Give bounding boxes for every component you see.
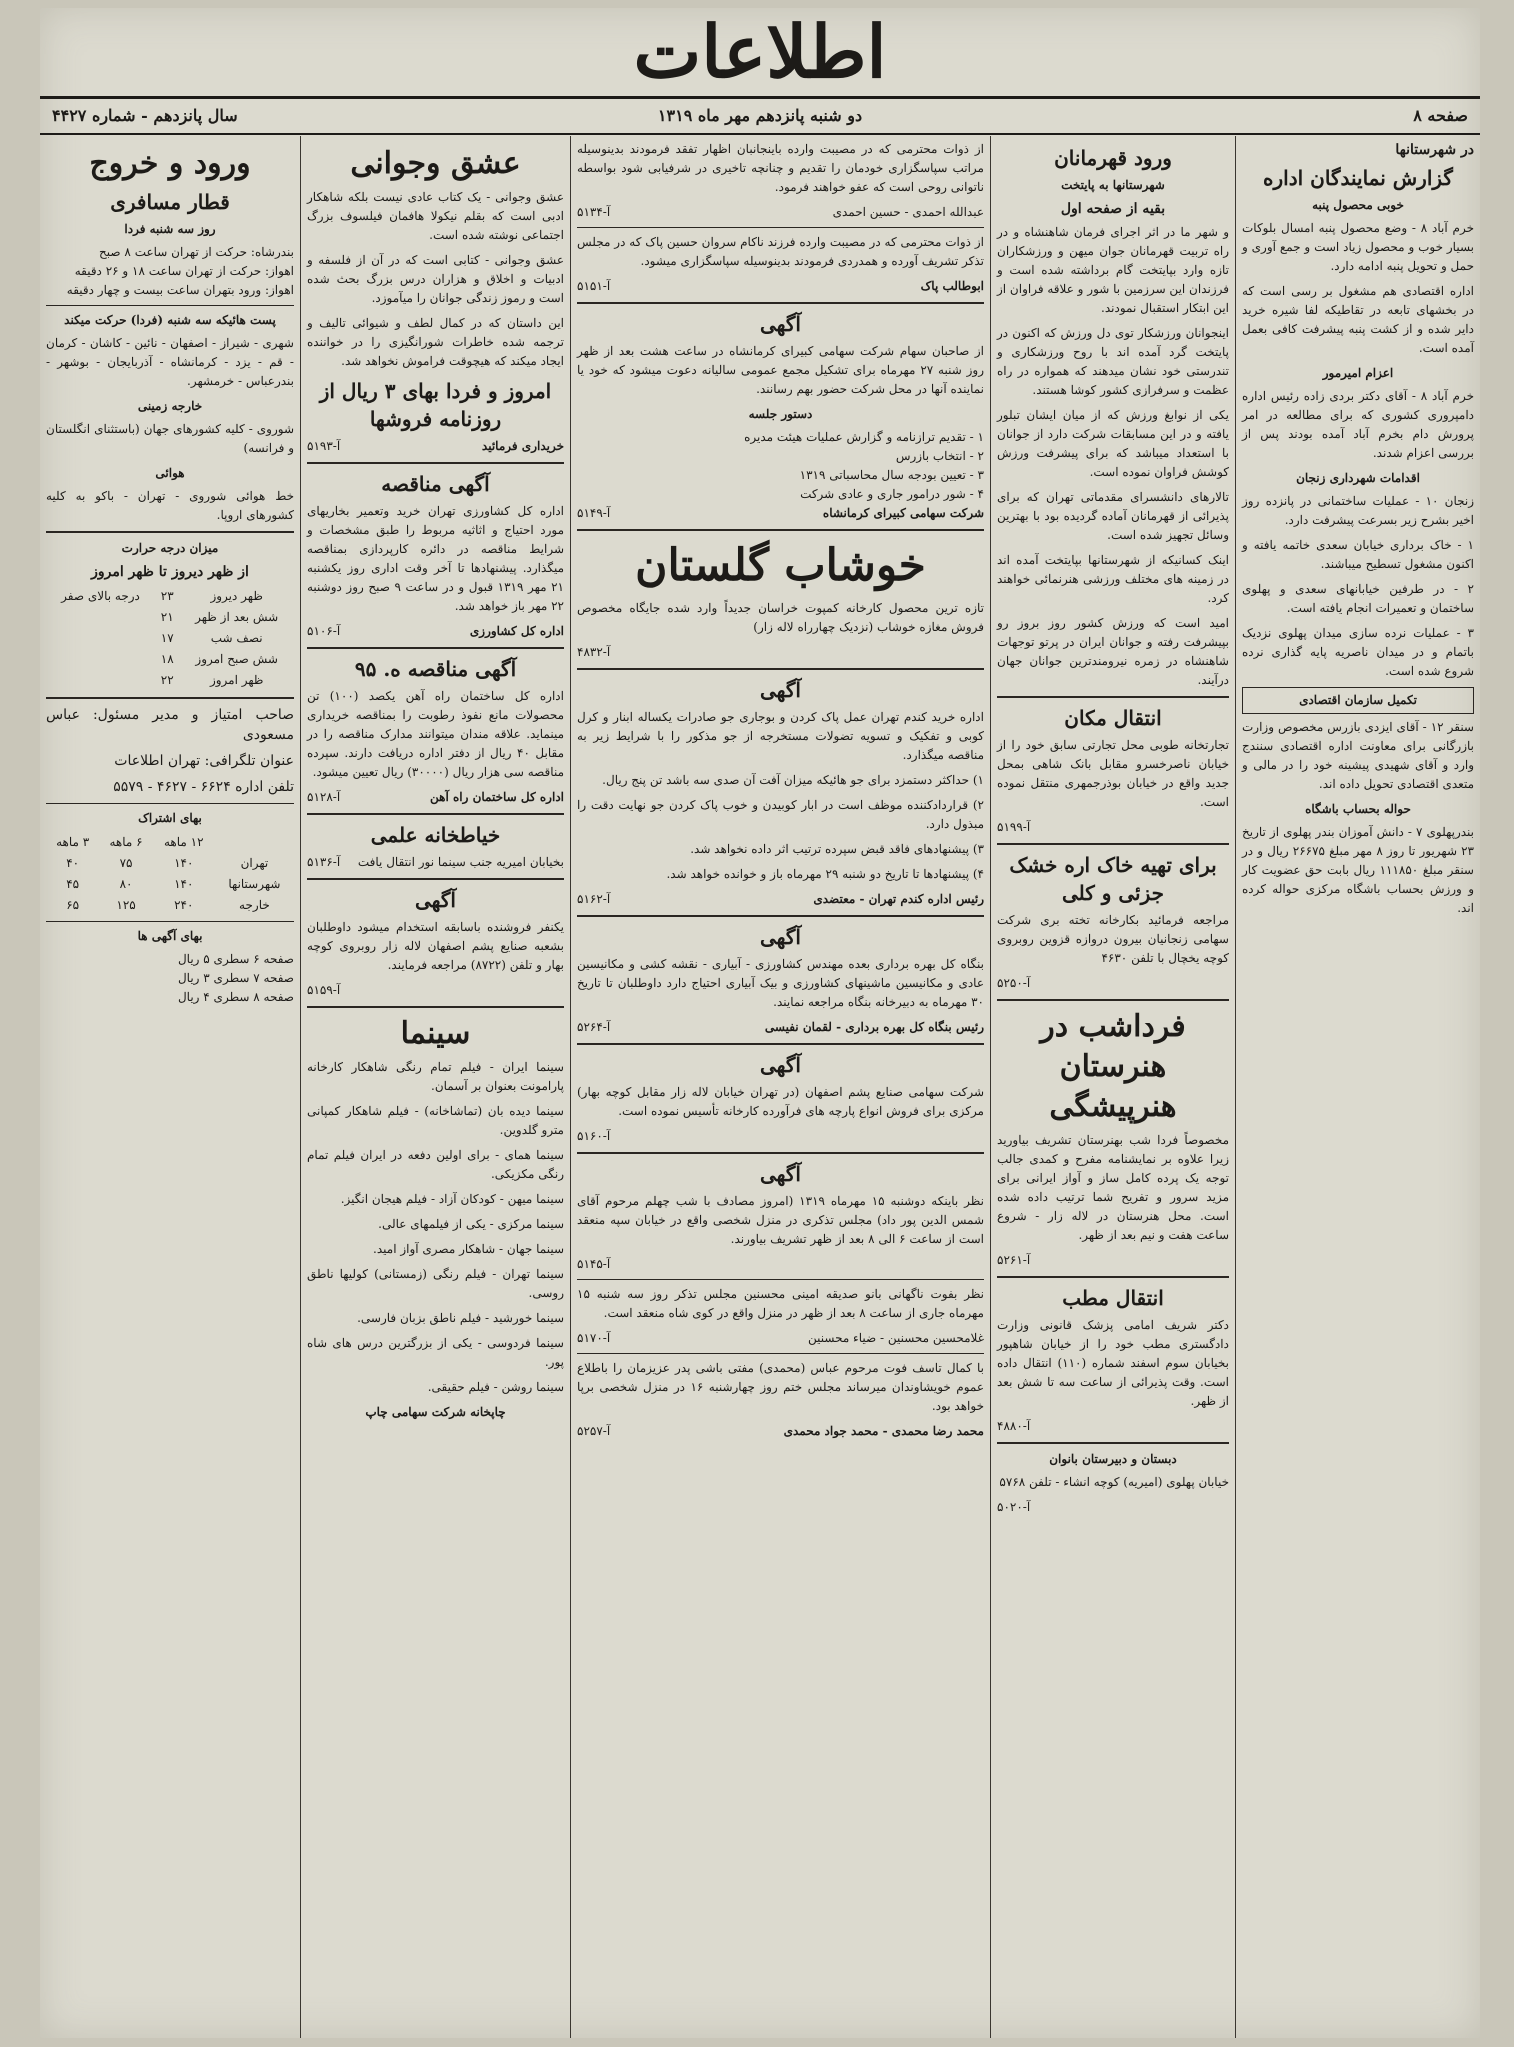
table-row: خارجه ۲۴۰ ۱۲۵ ۶۵: [66, 898, 270, 912]
ad-reference: آ-۵۱۶۲: [577, 892, 611, 906]
subheading: خوبی محصول پنبه: [1312, 198, 1404, 212]
table-row: ظهر امروز ۲۲: [160, 673, 264, 687]
headline: ورود و خروج: [89, 146, 251, 181]
paragraph: عشق وجوانی - کتابی است که در آن از فلسفه و ادبیات و اخلاق و هزاران درس بزرگ بحث شده است و رموز زندگی جوانان را میآموزد.: [307, 253, 564, 305]
table-row: شهرستانها ۱۴۰ ۸۰ ۴۵: [66, 877, 281, 891]
ad-reference: آ-۵۱۰۶: [307, 624, 341, 638]
signature: اداره کل کشاورزی: [469, 624, 564, 638]
ad-item: ۲) قراردادکننده موظف است در ابار کوبیدن و خوب پاک کردن جو نهایت دقت را مبذول دارد.: [577, 798, 984, 831]
ad-reference: آ-۵۲۶۱: [997, 1253, 1031, 1267]
ad-price: صفحه ۸ سطری ۴ ریال: [177, 990, 294, 1004]
signature: شرکت سهامی کبیرای کرمانشاه: [822, 506, 984, 520]
subheading: اعزام امیرمور: [1322, 366, 1394, 380]
ad-body: یکنفر فروشنده باسابقه استخدام میشود داوطلبان بشعبه صنایع پشم اصفهان لاله زار روبروی کوچه بهار و تلفن (۸۷۲۲) مراجعه فرمایند.: [307, 920, 564, 972]
ad-reference: آ-۵۱۴۹: [577, 506, 611, 520]
ad-reference: آ-۵۲۵۷: [577, 1424, 611, 1438]
ad-heading: فرداشب در هنرستان هنرپیشگی: [1040, 1009, 1186, 1124]
temperature-table: [46, 586, 294, 691]
train-line: اهواز: حرکت از تهران ساعت ۱۸ و ۲۶ دقیقه: [74, 264, 294, 278]
cinema-item: سینما میهن - کودکان آزاد - فیلم هیجان انگیز.: [340, 1192, 564, 1206]
subheading: شهرستانها به پایتخت: [1061, 178, 1165, 192]
column-travel: [40, 136, 300, 2038]
column-ads: [300, 136, 570, 2038]
ad-reference: آ-۵۱۳۴: [577, 205, 611, 219]
ad-heading: خیاطخانه علمی: [370, 823, 501, 847]
ad-reference: آ-۵۲۶۴: [577, 1020, 611, 1034]
paragraph: ۱ - خاک برداری خیابان سعدی خاتمه یافته و اکنون مشغول تسطیح میباشند.: [1242, 538, 1474, 571]
paragraph: ۲ - در طرفین خیابانهای سعدی و پهلوی ساختمان و تعمیرات انجام یافته است.: [1242, 582, 1474, 615]
ad-price: صفحه ۷ سطری ۳ ریال: [177, 971, 294, 985]
ad-body: تازه ترین محصول کارخانه کمپوت خراسان جدیداً وارد شده جایگاه مخصوص فروش مغازه خوشاب (نزدیک چهارراه لاله زار): [577, 601, 984, 634]
paragraph: خرم آباد ۸ - آقای دکتر بردی زاده رئیس اداره دامپروری کشوری که برای مطالعه در امر پرورش دام بخرم آباد آمده بودند پس از بررسی اعزام شدند.: [1242, 389, 1475, 460]
agenda-item: ۱ - تقدیم ترازنامه و گزارش عملیات هیئت مدیره: [744, 430, 984, 444]
table-row: تهران ۱۴۰ ۷۵ ۴۰: [66, 856, 269, 870]
ad-body: بخیابان امیریه جنب سینما نور انتقال یافت: [357, 855, 564, 869]
subscription-table: [46, 832, 294, 916]
table-row: شش صبح امروز ۱۸: [160, 652, 278, 666]
subheading: حواله بحساب باشگاه: [1305, 802, 1411, 816]
ad-heading: آگهی مناقصه: [381, 472, 490, 496]
paragraph: اینجوانان ورزشکار توی دل ورزش که اکنون در پایتخت گرد آمده اند با روح ورزشکاری و تندرستی خود نشان میدهند که همواره در راه عظمت و سرفرازی کشور کوشا هستند.: [997, 326, 1229, 397]
paragraph: بندرپهلوی ۷ - دانش آموزان بندر پهلوی از تاریخ ۲۳ شهریور تا روز ۸ مهر مبلغ ۲۶۶۷۵ ریال و در سنقر مبلغ ۱۱۱۸۵۰ ریال بابت حق عضویت کار و ورزش بحساب باشگاه مرکزی حواله کرده اند.: [1242, 825, 1474, 915]
table-row: شش بعد از ظهر ۲۱: [160, 610, 279, 624]
paragraph: خرم آباد ۸ - وضع محصول پنبه امسال بلوکات بسیار خوب و محصول زیاد است و جمع آوری و حمل و تحویل پنبه ادامه دارد.: [1242, 221, 1474, 273]
ad-reference: آ-۵۱۴۵: [577, 1257, 611, 1271]
signature: عبدالله احمدی - حسین احمدی: [832, 205, 984, 219]
dateline: [40, 96, 1480, 135]
ad-reference: آ-۵۱۹۳: [307, 439, 341, 453]
brand-headline: خوشاب گلستان: [635, 540, 926, 591]
ad-reference: آ-۵۱۲۸: [307, 790, 341, 804]
subheading: از ظهر دیروز تا ظهر امروز: [91, 564, 249, 580]
paragraph: ۳ - عملیات نرده سازی میدان پهلوی نزدیک باتمام و در میدان ناصریه پایه گذاری نرده شروع شده است.: [1242, 626, 1474, 678]
cinema-item: سینما روشن - فیلم حقیقی.: [427, 1380, 564, 1394]
ad-heading: آگهی: [760, 1053, 801, 1077]
column-provinces: [1235, 136, 1480, 2038]
ad-reference: آ-۵۱۵۱: [577, 279, 611, 293]
subheading: پست هائیکه سه شنبه (فردا) حرکت میکند: [64, 313, 276, 327]
column-champions: [990, 136, 1235, 2038]
paragraph: یکی از نوابغ ورزش که از میان ایشان تبلور یافته و در این مسابقات شرکت دارد از جوانان با استعداد میباشد که برای پیشرفت ورزش کوشش فراوان نموده است.: [997, 408, 1229, 479]
signature: ابوطالب پاک: [920, 279, 984, 293]
ad-heading: دبستان و دبیرستان بانوان: [1049, 1452, 1177, 1466]
ad-reference: آ-۵۲۵۰: [997, 976, 1031, 990]
column-notices: [570, 136, 990, 2038]
ad-body: از صاحبان سهام شرکت سهامی کبیرای کرمانشاه در ساعت هشت بعد از ظهر روز شنبه ۲۷ مهرماه برای تشکیل مجمع عمومی سالیانه دعوت میشود که خود یا نماینده آنها در محل شرکت حضور بهم رسانند.: [577, 344, 984, 396]
agenda-item: ۴ - شور درامور جاری و عادی شرکت: [800, 487, 984, 501]
paragraph: اینک کسانیکه از شهرستانها بپایتخت آمده اند در زمینه های مختلف ورزشی هنرنمائی خواهند کرد.: [997, 553, 1229, 605]
train-line: اهواز: ورود بتهران ساعت بیست و چهار دقیقه: [66, 283, 294, 297]
ad-heading: آگهی: [760, 678, 801, 702]
ad-heading: آگهی: [760, 312, 801, 336]
paragraph: زنجان ۱۰ - عملیات ساختمانی در پانزده روز اخیر بشرح زیر بسرعت پیشرفت دارد.: [1242, 494, 1474, 527]
subheading: تکمیل سازمان اقتصادی: [1242, 687, 1474, 714]
paragraph: سنقر ۱۲ - آقای ایزدی بازرس مخصوص وزارت بازرگانی برای معاونت اداره اقتصادی سنندج وارد و آقای شهیدی پیشینه خود را در مالی و متعدی اقتصادی تحویل داده اند.: [1242, 720, 1474, 791]
promo-sub: خریداری فرمائید: [481, 439, 564, 453]
table-row: ۱۲ ماهه ۶ ماهه ۳ ماهه: [56, 835, 204, 849]
subheading: خارجه زمینی: [137, 399, 203, 413]
subheading: بهای آگهی ها: [137, 929, 203, 943]
agenda-heading: دستور جلسه: [748, 407, 813, 421]
signature: غلامحسین محسنین - ضیاء محسنین: [807, 1331, 984, 1345]
ad-body: مراجعه فرمائید بکارخانه تخته بری شرکت سهامی زنجانیان بیرون دروازه قزوین روبروی کوچه یخچال با تلفن ۴۶۳۰: [997, 913, 1229, 965]
ad-reference: آ-۵۰۲۰: [997, 1500, 1031, 1514]
ad-body: شرکت سهامی صنایع پشم اصفهان (در تهران خیابان لاله زار مقابل کوچه بهار) مرکزی برای فروش انواع پارچه های فرآورده کارخانه تأسیس نموده است.: [577, 1085, 984, 1118]
headline: گزارش نمایندگان اداره: [1263, 166, 1453, 190]
headline: عشق وجوانی: [350, 146, 521, 181]
subheading: میزان درجه حرارت: [121, 541, 219, 555]
cinema-item: سینما دیده بان (تماشاخانه) - فیلم شاهکار کمپانی مترو گلدوین.: [307, 1104, 564, 1137]
ad-item: ۱) حداکثر دستمزد برای جو هائیکه میزان آفت آن صدی سه باشد تن پنج ریال.: [602, 773, 984, 787]
subheading: اقدامات شهرداری زنجان: [1296, 471, 1420, 485]
ad-body: نظر بفوت ناگهانی بانو صدیقه امینی محسنین مجلس تذکر روز سه شنبه ۱۵ مهرماه جاری از ساعت ۸ بعد از ظهر در منزل واقع در کوی شاه منعقد است.: [577, 1287, 984, 1320]
columns: [40, 136, 1480, 2038]
paragraph: و شهر ما در اثر اجرای فرمان شاهنشاه و در راه تربیت قهرمانان جوان میهن و ورزشکاران تازه وارد بپایتخت گام برداشته شده است و فرزندان این سرزمین با شور و علاقه فراوان از این ابتکار استقبال نمودند.: [996, 225, 1229, 315]
paragraph: عشق وجوانی - یک کتاب عادی نیست بلکه شاهکار ادبی است که بقلم نیکولا هافمان فیلسوف بزرگ اجتماعی نوشته شده است.: [307, 190, 564, 242]
printer-credit: چاپخانه شرکت سهامی چاپ: [365, 1405, 506, 1419]
notice-body: تجارتخانه طوبی محل تجارتی سابق خود را از خیابان ناصرخسرو مقابل بانک شاهی بمحل جدید واقع در خیابان بوذرجمهری منتقل نموده است.: [997, 738, 1229, 809]
issue-number: سال پانزدهم - شماره ۴۴۲۷: [52, 106, 238, 125]
promo-headline: امروز و فردا بهای ۳ ریال از روزنامه فروشها: [319, 379, 552, 431]
notice-heading: انتقال مکان: [1064, 706, 1162, 730]
subheading: قطار مسافری: [110, 190, 230, 214]
signature: رئیس اداره کندم تهران - معتضدی: [813, 892, 984, 906]
paragraph: خط هوائی شوروی - تهران - باکو به کلیه کشورهای اروپا.: [46, 489, 294, 522]
paragraph: از ذوات محترمی که در مصیبت وارده فرزند ناکام سروان حسین پاک که در مجلس تذکر تشریف آورده و همدردی فرمودند بدینوسیله سپاسگزاری میشود.: [577, 235, 984, 268]
ad-reference: آ-۵۱۳۶: [307, 855, 341, 869]
newspaper-page: [40, 8, 1480, 2038]
ad-heading: آگهی: [760, 1162, 801, 1186]
ad-reference: آ-۴۸۳۲: [577, 645, 611, 659]
paragraph: شهری - شیراز - اصفهان - نائین - کاشان - کرمان - قم - یزد - کرمانشاه - آذربایجان - بوشهر - بندرعباس - خرمشهر.: [46, 336, 294, 388]
ad-body: دکتر شریف امامی پزشک قانونی وزارت دادگستری مطب خود را از خیابان شاهپور بخیابان سوم اسفند شماره (۱۱۰) انتقال داده است. وقت پذیرائی از ساعت سه تا شش بعد از ظهر.: [997, 1318, 1229, 1408]
paragraph: این داستان که در کمال لطف و شیوائی تالیف و ترجمه شده خاطرات شورانگیزی را در خواننده ایجاد میکند که هیچوقت فراموش نخواهد شد.: [307, 316, 564, 368]
paragraph: از ذوات محترمی که در مصیبت وارده باینجانبان اظهار تفقد فرمودند بدینوسیله مراتب سپاسگزاری خودمان را تقدیم و چنانچه تاخیری در شرفیابی شود بواسطه ناتوانی روحی است که عفو خواهند فرمود.: [577, 142, 984, 194]
table-row: ظهر دیروز ۲۳ درجه بالای صفر: [61, 589, 263, 603]
cinema-item: سینما همای - برای اولین دفعه در ایران فیلم تمام رنگی مکزیکی.: [307, 1148, 564, 1181]
paragraph: تالارهای دانشسرای مقدماتی تهران که برای پذیرائی از قهرمانان آماده گردیده بود با بهترین وسائل تجهیز شده است.: [997, 490, 1229, 542]
paragraph: اداره اقتصادی هم مشغول بر رسی است که در بخشهای تابعه در تقاطیکه لفا شیره خرید داير شده و از کشت پنبه پیشرفت کافی بعمل آمده است.: [1242, 284, 1474, 355]
paragraph: شوروی - کلیه کشورهای جهان (باستثنای انگلستان و فرانسه): [46, 422, 294, 455]
ad-price: صفحه ۶ سطری ۵ ریال: [177, 952, 294, 966]
cinema-item: سینما مرکزی - یکی از فیلمهای عالی.: [378, 1217, 564, 1231]
ad-reference: آ-۵۱۹۹: [997, 820, 1031, 834]
agenda-item: ۲ - انتخاب بازرس: [895, 449, 984, 463]
ad-heading: انتقال مطب: [1062, 1286, 1164, 1310]
ad-body: بنگاه کل بهره برداری بعده مهندس کشاورزی - آبیاری - نقشه کشی و مکانیسین عادی و مکانیسین ماشینهای کشاورزی و بیک آبیاری احتیاج دارد داوطلبان تا تاریخ ۳۰ مهرماه به دبیرخانه بنگاه مراجعه نمایند.: [577, 957, 984, 1009]
ad-heading: آگهی مناقصه ه. ۹۵: [354, 657, 517, 681]
cinema-item: سینما ایران - فیلم تمام رنگی شاهکار کارخانه پارامونت بعنوان بر آسمان.: [307, 1060, 564, 1093]
ad-body: اداره کل ساختمان راه آهن یکصد (۱۰۰) تن محصولات مانع نفوذ رطوبت را بمناقصه خریداری مینماید. علاقه مندان میتوانند مدارک مناقصه را در مقابل ۴۰ ریال از دفتر اداره دریافت دارند. سپرده مناقصه سی هزار ریال (۳۰۰۰۰) ریال تعیین میشود.: [307, 689, 564, 779]
cinema-item: سینما خورشید - فیلم ناطق بزبان فارسی.: [357, 1311, 564, 1325]
ad-item: ۳) پیشنهادهای فاقد قبض سپرده ترتیب اثر داده نخواهد شد.: [690, 842, 984, 856]
cinema-item: سینما فردوسی - یکی از بزرگترین درس های شاه پور.: [307, 1336, 564, 1369]
section-label: در شهرستانها: [1395, 142, 1474, 158]
signature: محمد رضا محمدی - محمد جواد محمدی: [783, 1424, 984, 1438]
ad-reference: آ-۵۱۵۹: [307, 983, 341, 997]
signature: رئیس بنگاه کل بهره برداری - لقمان نفیسی: [764, 1020, 984, 1034]
ad-body: مخصوصاً فردا شب بهنرستان تشریف بیاورید زیرا علاوه بر نمایشنامه مفرح و کمدی جالب توجه یک پرده کامل ساز و آواز ایرانی برای مزید سرور و تفریح شما ترتیب داده شده است. محل هنرستان در لاله زار - شروع ساعت هفت و نیم بعد از ظهر.: [997, 1133, 1229, 1242]
newspaper-title: اطلاعات: [633, 9, 887, 94]
ad-heading: برای تهیه خاک اره خشک جزئی و کلی: [1009, 853, 1217, 905]
train-line: بندرشاه: حرکت از تهران ساعت ۸ صبح: [99, 245, 294, 259]
signature: اداره کل ساختمان راه آهن: [430, 790, 564, 804]
ad-body: خیابان پهلوی (امیریه) کوچه انشاء - تلفن ۵۷۶۸: [999, 1475, 1229, 1489]
issue-date: دو شنبه پانزدهم مهر ماه ۱۳۱۹: [657, 106, 863, 125]
ad-body: با کمال تاسف فوت مرحوم عباس (محمدی) مفتی باشی پدر عزیزمان را باطلاع عموم خویشاوندان میرساند مجلس ختم روز چهارشنبه ۱۶ در منزل شخصی برپا خواهد بود.: [577, 1361, 984, 1413]
ad-item: ۴) پیشنهادها تا تاریخ دو شنبه ۲۹ مهرماه باز و خوانده خواهد شد.: [666, 867, 984, 881]
cinema-item: سینما جهان - شاهکار مصری آواز امید.: [373, 1242, 564, 1256]
paragraph: امید است که ورزش کشور روز بروز رو بپیشرفت رفته و جوانان ایران در پرتو توجهات شاهنشاه در زمره نیرومندترین جوانان جهان درآیند.: [997, 616, 1229, 687]
headline: ورود قهرمانان: [1054, 146, 1172, 170]
page-number: صفحه ۸: [1413, 106, 1468, 125]
subheading: روز سه شنبه فردا: [124, 222, 216, 236]
ad-reference: آ-۴۸۸۰: [997, 1419, 1031, 1433]
masthead: [40, 8, 1480, 96]
ad-body: نظر باینکه دوشنبه ۱۵ مهرماه ۱۳۱۹ (امروز مصادف با شب چهلم مرحوم آقای شمس الدین پور داد) مجلس تذکری در منزل شخصی واقع در خیابان سپه منعقد است از ساعت ۶ الی ۸ بعد از ظهر تشریف بیاورند.: [577, 1194, 984, 1246]
ad-body: اداره کل کشاورزی تهران خرید وتعمیر بخاریهای مورد احتیاج و اثاثیه مربوط را طبق مشخصات و شرایط مناقصه در دائره کارپردازی بمناقصه میگذارد. پیشنهادها تا آخر وقت اداری روز یکشنبه ۲۱ مهر ۱۳۱۹ قبول و در ساعت ۹ صبح روز دوشنبه ۲۲ مهر باز خواهد شد.: [307, 504, 564, 613]
agenda-item: ۳ - تعیین بودجه سال محاسباتی ۱۳۱۹: [799, 468, 984, 482]
table-row: نصف شب ۱۷: [160, 631, 263, 645]
continuation-note: بقیه از صفحه اول: [1060, 201, 1166, 217]
ad-reference: آ-۵۱۷۰: [577, 1331, 611, 1345]
owner-line: صاحب امتیاز و مدیر مسئول: عباس مسعودی: [46, 707, 294, 743]
address-line: عنوان تلگرافی: تهران اطلاعات: [114, 753, 294, 769]
cinema-heading: سینما: [400, 1016, 471, 1051]
ad-heading: آگهی: [760, 925, 801, 949]
subheading: هوائی: [155, 466, 185, 480]
ad-reference: آ-۵۱۶۰: [577, 1129, 611, 1143]
subheading: بهای اشتراک: [138, 811, 202, 825]
phone-line: تلفن اداره ۶۶۲۴ - ۴۶۲۷ - ۵۵۷۹: [113, 779, 294, 795]
ad-heading: آگهی: [415, 888, 456, 912]
cinema-item: سینما تهران - فیلم رنگی (زمستانی) کولیها ناطق روسی.: [307, 1267, 564, 1300]
ad-body: اداره خرید کندم تهران عمل پاک کردن و بوجاری جو صادرات یکساله ابنار و کرل کوبی و تفکیک و تسویه تضولات مستخرجه از جو مذکور را با شرایط زیر به مناقصه میگذارد.: [577, 710, 984, 762]
